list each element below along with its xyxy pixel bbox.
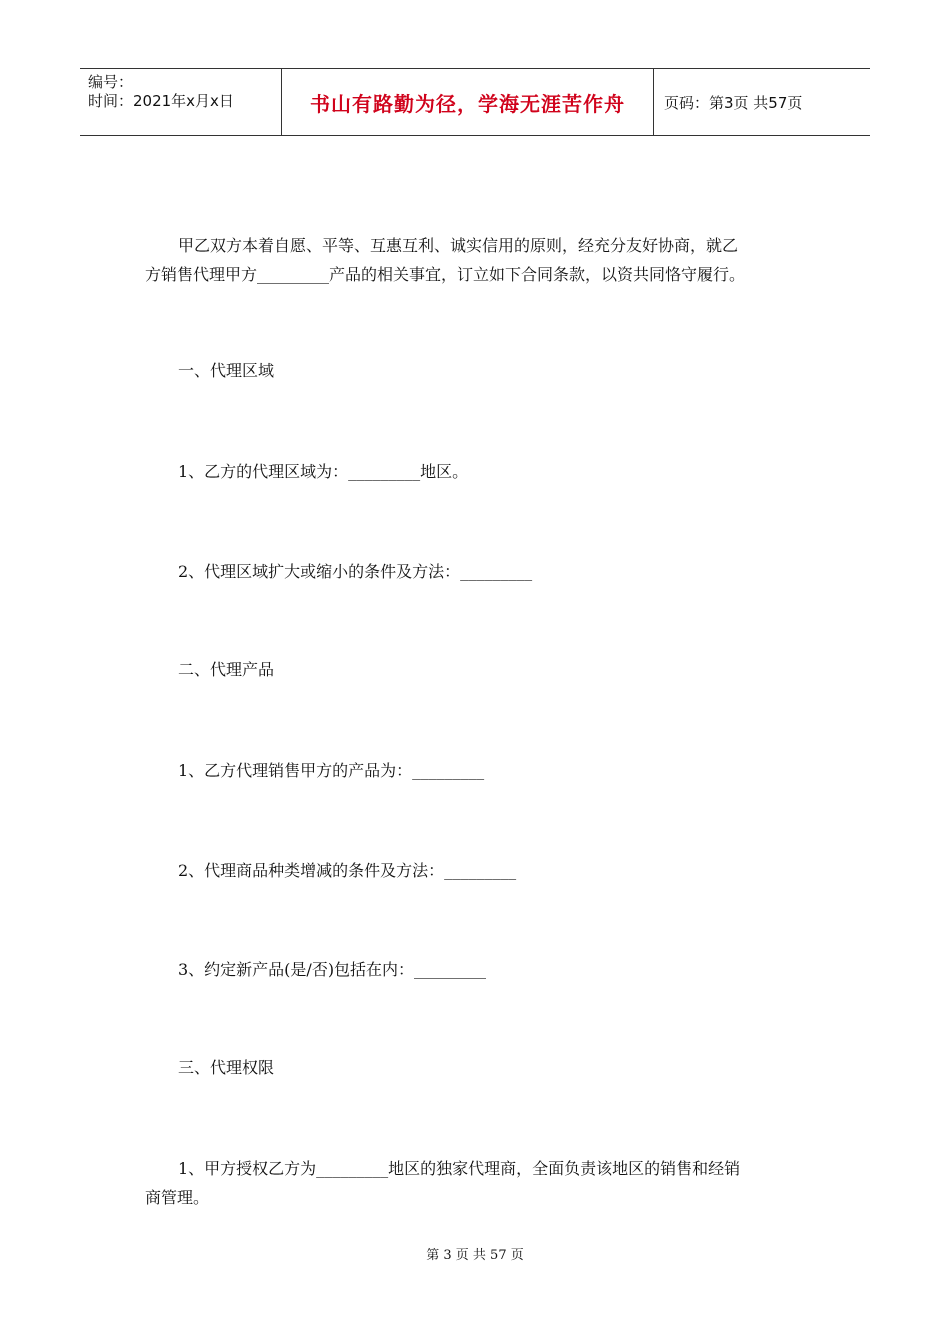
section-heading-2: 二、代理产品	[178, 660, 275, 679]
intro-line-1: 甲乙双方本着自愿、平等、互惠互利、诚实信用的原则，经充分友好协商，就乙	[178, 236, 739, 255]
section1-item-1: 1、乙方的代理区域为：_________地区。	[178, 462, 469, 481]
section-heading-1: 一、代理区域	[178, 361, 275, 380]
section1-item-2: 2、代理区域扩大或缩小的条件及方法：_________	[178, 562, 533, 581]
header-meta	[80, 69, 282, 135]
document-number-label: 编号：	[88, 73, 134, 91]
section3-item-1: 1、甲方授权乙方为_________地区的独家代理商，全面负责该地区的销售和经销	[178, 1159, 741, 1178]
header-page-info: 页码：第3页 共57页	[664, 93, 803, 112]
intro-paragraph	[145, 231, 805, 260]
section2-item-1: 1、乙方代理销售甲方的产品为：_________	[178, 761, 485, 780]
header-page-info-cell	[654, 69, 870, 135]
page-footer: 第 3 页 共 57 页	[426, 1248, 524, 1263]
page-header	[80, 68, 870, 136]
document-time-label: 时间：2021年x月x日	[88, 92, 234, 110]
header-motto-cell	[282, 69, 654, 135]
section3-item-1-cont: 商管理。	[145, 1188, 210, 1207]
section-heading-3: 三、代理权限	[178, 1058, 275, 1077]
intro-line-2: 方销售代理甲方_________产品的相关事宜，订立如下合同条款，以资共同恪守履行。	[145, 265, 746, 284]
intro-paragraph-cont	[145, 260, 805, 289]
section2-item-2: 2、代理商品种类增减的条件及方法：_________	[178, 861, 517, 880]
header-motto: 书山有路勤为径，学海无涯苦作舟	[310, 91, 625, 116]
section2-item-3: 3、约定新产品(是/否)包括在内：_________	[178, 960, 487, 979]
